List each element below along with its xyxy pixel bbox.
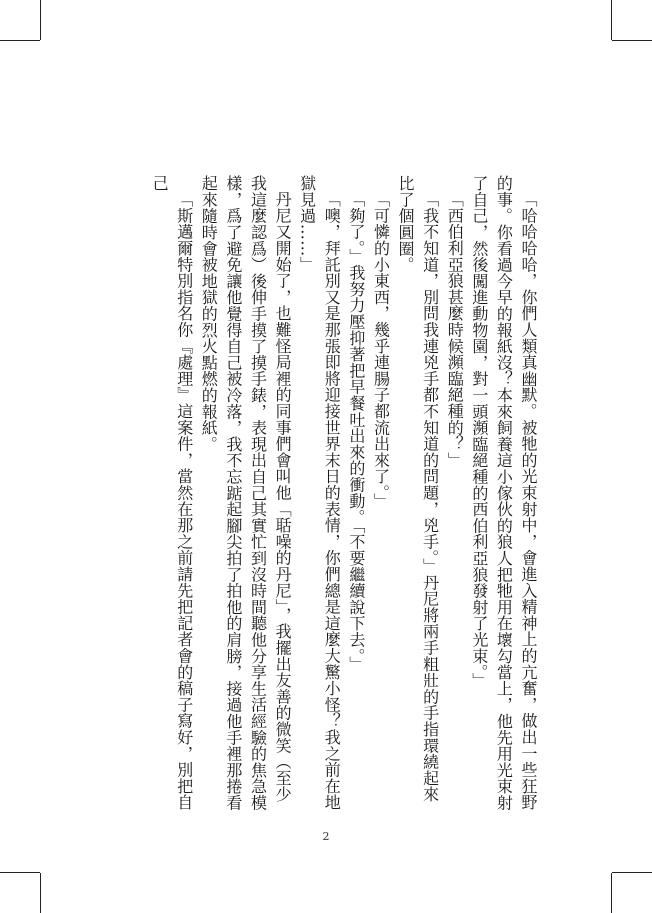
paragraph: 「斯邁爾特別指名你『處理』這案件，當然在那之前請先把記者會的稿子寫好，別把自己 [150, 175, 194, 811]
page-number: 2 [322, 830, 330, 843]
crop-mark-top-right-v [611, 0, 612, 40]
paragraph: 「哈哈哈哈，你們人類真幽默。被牠的光束射中，會進入精神上的亢奮，做出一些狂野的事。你看過今早的報紙沒？本來飼養這小傢伙的狼人把牠用在壞勾當上，他先用光束射了自己，然後闖進動物園，對一頭瀕臨絕種的西伯利亞狼發射了光束。」 [469, 175, 538, 811]
crop-mark-top-right-h [612, 40, 652, 41]
crop-mark-bottom-right-v [611, 873, 612, 913]
crop-mark-bottom-left-v [40, 873, 41, 913]
crop-mark-top-left-v [40, 0, 41, 40]
paragraph: 「我不知道，別問我連兇手都不知道的問題，兇手。」丹尼將兩手粗壯的手指環繞起來比了個圓圈。 [396, 175, 440, 803]
paragraph: 「可憐的小東西，幾乎連腸子都流出來了。」 [371, 191, 391, 509]
paragraph: 「西伯利亞狼甚麼時候瀕臨絕種的？」 [445, 191, 465, 469]
crop-mark-top-left-h [0, 40, 40, 41]
paragraph: 「夠了。」我努力壓抑著把早餐吐出來的衝動。「不要繼續說下去。」 [346, 191, 366, 673]
paragraph: 丹尼又開始了，也難怪局裡的同事們會叫他「聒噪的丹尼」，我擺出友善的微笑（至少我這麼認爲）後伸手摸了摸手錶，表現出自己其實忙到沒時間聽他分享生活經驗的焦急模樣，爲了避免讓他覺得自己被冷落，我不忘踮起腳尖拍了拍他的肩膀，接過他手裡那捲看起來隨時會被地獄的烈火點燃的報紙。 [199, 175, 293, 811]
paragraph: 「噢，拜託別又是那張即將迎接世界末日的表情，你們總是這麼大驚小怪？我之前在地獄見過……」 [297, 175, 342, 811]
crop-mark-bottom-right-h [612, 872, 652, 873]
vertical-text-body [147, 175, 541, 815]
crop-mark-bottom-left-h [0, 872, 40, 873]
